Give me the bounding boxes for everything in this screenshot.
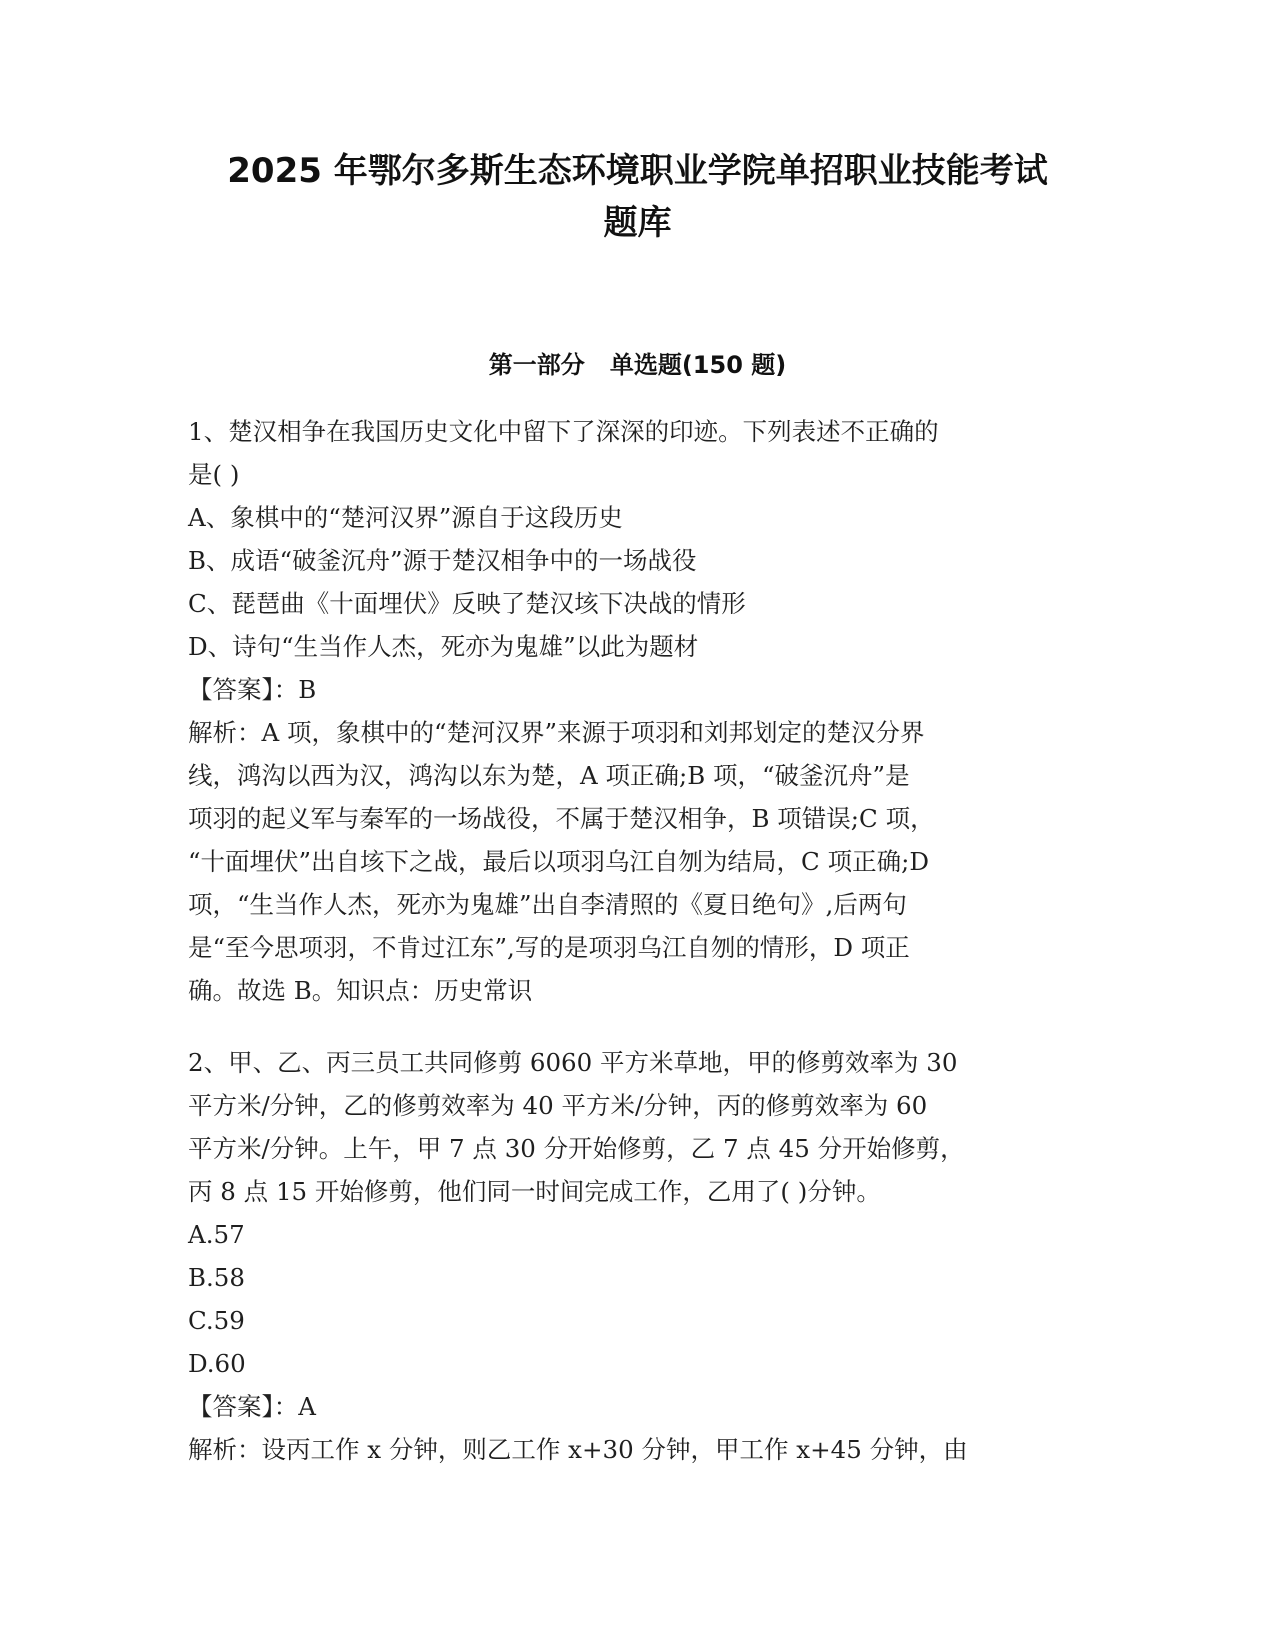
question-text: 平方米/分钟，乙的修剪效率为 40 平方米/分钟，丙的修剪效率为 60 <box>188 1091 928 1120</box>
question-list <box>188 410 1088 1471</box>
option-c: C.59 <box>188 1306 245 1335</box>
document-title-line: 2025 年鄂尔多斯生态环境职业学院单招职业技能考试 <box>227 151 1048 191</box>
option-d: D、诗句“生当作人杰，死亦为鬼雄”以此为题材 <box>188 632 699 661</box>
explanation-line: 项，“生当作人杰，死亦为鬼雄”出自李清照的《夏日绝句》,后两句 <box>188 890 907 919</box>
document-title <box>150 145 1125 249</box>
section-heading: 第一部分 单选题(150 题) <box>488 351 787 379</box>
explanation-line: 线，鸿沟以西为汉，鸿沟以东为楚，A 项正确;B 项，“破釜沉舟”是 <box>188 761 910 790</box>
option-c: C、琵琶曲《十面埋伏》反映了楚汉垓下决战的情形 <box>188 589 746 618</box>
document-title-line: 题库 <box>603 203 672 243</box>
option-b: B、成语“破釜沉舟”源于楚汉相争中的一场战役 <box>188 546 697 575</box>
answer-label: 【答案】：B <box>188 675 317 704</box>
explanation-line: 解析：A 项，象棋中的“楚河汉界”来源于项羽和刘邦划定的楚汉分界 <box>188 718 925 747</box>
explanation-line: “十面埋伏”出自垓下之战，最后以项羽乌江自刎为结局，C 项正确;D <box>188 847 929 876</box>
option-a: A.57 <box>188 1220 245 1249</box>
question-separator <box>188 1012 1088 1041</box>
question-text: 是( ) <box>188 460 240 489</box>
option-b: B.58 <box>188 1263 245 1292</box>
answer-label: 【答案】：A <box>188 1392 316 1421</box>
explanation-line: 项羽的起义军与秦军的一场战役，不属于楚汉相争，B 项错误;C 项， <box>188 804 935 833</box>
question-text: 平方米/分钟。上午，甲 7 点 30 分开始修剪，乙 7 点 45 分开始修剪， <box>188 1134 965 1163</box>
question-text: 1、楚汉相争在我国历史文化中留下了深深的印迹。下列表述不正确的 <box>188 417 939 446</box>
question-text: 丙 8 点 15 开始修剪，他们同一时间完成工作，乙用了( )分钟。 <box>188 1177 881 1206</box>
option-a: A、象棋中的“楚河汉界”源自于这段历史 <box>188 503 623 532</box>
question-text: 2、甲、乙、丙三员工共同修剪 6060 平方米草地，甲的修剪效率为 30 <box>188 1048 958 1077</box>
explanation-line: 是“至今思项羽，不肯过江东”,写的是项羽乌江自刎的情形，D 项正 <box>188 933 910 962</box>
question-block-1 <box>188 410 1088 1012</box>
question-block-2 <box>188 1041 1088 1471</box>
explanation-line: 确。故选 B。知识点：历史常识 <box>188 976 533 1005</box>
option-d: D.60 <box>188 1349 246 1378</box>
explanation-line: 解析：设丙工作 x 分钟，则乙工作 x+30 分钟，甲工作 x+45 分钟，由 <box>188 1435 968 1464</box>
